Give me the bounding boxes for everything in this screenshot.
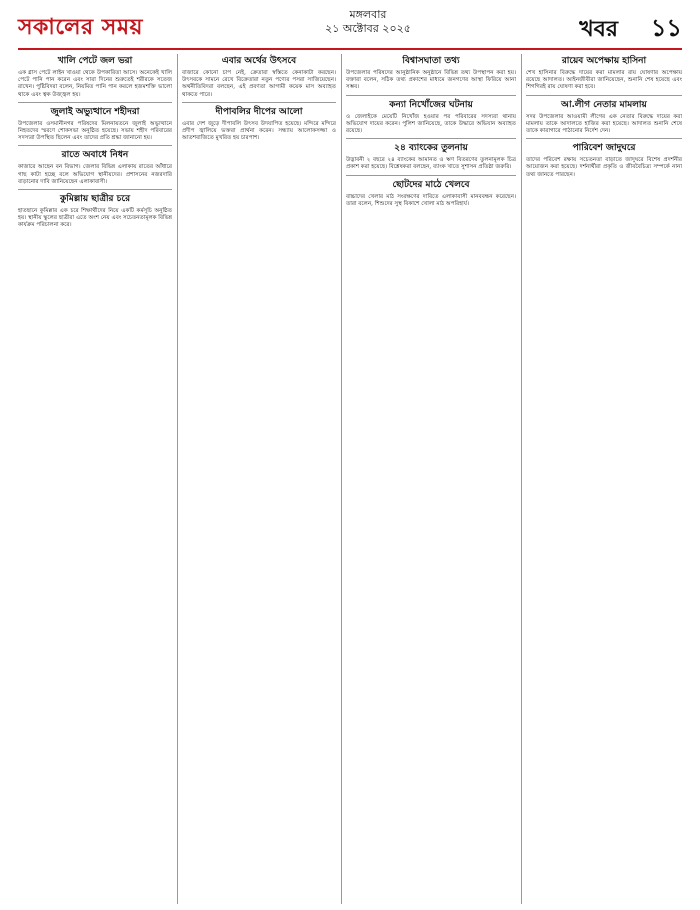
- column-1: [18, 54, 172, 904]
- page-number: ১১: [650, 14, 682, 42]
- article-body: উপজেলার ওসমানীনগর পরিষদের মিলনায়তনে জুলাই অভ্যুত্থানে নিহতদের স্মরণে শোকসভা অনুষ্ঠিত হয়েছে। সভায় শহীদ পরিবারের সদস্যরা উপস্থিত ছিলেন এবং তাদের প্রতি শ্রদ্ধা জানানো হয়।: [18, 120, 172, 142]
- headline: রায়েব অপেক্ষায় হাসিনা: [561, 56, 647, 66]
- headline: জুলাই অভ্যুত্থানে শহীদরা: [50, 106, 140, 117]
- article-body: সদর উপজেলার আওয়ামী লীগের এক নেতার বিরুদ্ধে দায়ের করা মামলায় তাকে আদালতে হাজির করা হয়েছে। আদালত শুনানি শেষে তাকে কারাগারে পাঠানোর নির্দেশ দেন।: [526, 113, 682, 135]
- article-body: ও জেলাইকে মেয়েটি নিখোঁজ হওয়ার পর পরিবারের সদস্যরা থানায় অভিযোগ দায়ের করেন। পুলিশ জানিয়েছে, তাকে উদ্ধারে অভিযান অব্যাহত রয়েছে।: [346, 113, 516, 135]
- section-title: খবর: [579, 17, 618, 42]
- masthead: [18, 6, 682, 50]
- article-body: এবার দেশ জুড়ে দীপাবলি উৎসব উদযাপিত হয়েছে। মন্দিরে মন্দিরে প্রদীপ জ্বালিয়ে ভক্তরা প্রার্থনা করেন। সন্ধ্যায় আলোকসজ্জা ও আতশবাজিতে মুখরিত হয় চারপাশ।: [182, 120, 336, 142]
- column-divider: [521, 54, 522, 904]
- column-4: [526, 54, 682, 904]
- article-body: বাজারে কোনো চাপ নেই, ক্রেতারা স্বস্তিতে কেনাকাটা করছেন। উৎসবকে সামনে রেখে বিক্রেতারা নতুন পণ্যের পসরা সাজিয়েছেন। অর্থনীতিবিদরা বলছেন, এই প্রবণতা আগামী কয়েক মাস অব্যাহত থাকতে পারে।: [182, 70, 336, 98]
- column-divider: [177, 54, 178, 904]
- article-body: উদ্ভাবনী ২ বছরে ২৪ ব্যাংকের আমানত ও ঋণ বিতরণের তুলনামূলক চিত্র প্রকাশ করা হয়েছে। বিশ্লেষকরা বলছেন, ব্যাংক খাতে সুশাসন প্রতিষ্ঠা জরুরি।: [346, 157, 516, 171]
- headline: ছোটদের মাঠে খেলবে: [392, 179, 470, 190]
- headline: কুমিল্লায় ছাত্রীর চরে: [59, 194, 131, 205]
- column-2: [182, 54, 336, 904]
- masthead-rule: [18, 48, 682, 50]
- headline: আ.লীগ নেতার মামলায়: [561, 99, 647, 110]
- article-body: শেখ হাসিনার বিরুদ্ধে দায়ের করা মামলার রায় ঘোষণার অপেক্ষায় রয়েছে আদালত। আইনজীবীরা জানিয়েছেন, শুনানি শেষ হয়েছে এবং শিগগিরই রায় ঘোষণা করা হবে।: [526, 70, 682, 91]
- headline: বিশ্বাসঘাতা তথ্য: [402, 56, 460, 66]
- headline: রাতে অবাধে নিধন: [61, 150, 129, 161]
- article-body: কাজারে আছেন বন বিভাগ। জেলার বিভিন্ন এলাকায় রাতের আঁধারে গাছ কাটা হচ্ছে বলে অভিযোগ স্থানীয়দের। প্রশাসনের নজরদারি বাড়ানোর দাবি জানিয়েছেন এলাকাবাসী।: [18, 164, 172, 185]
- headline: পারিবেশ জাদুঘরে: [572, 143, 636, 154]
- weekday: মঙ্গলবার: [349, 8, 387, 21]
- article-body: হাতছানে কুমিল্লার এক চরে শিক্ষার্থীদের নিয়ে একটি কর্মসূচি অনুষ্ঠিত হয়। স্থানীয় স্কুলের ছাত্রীরা এতে অংশ নেয় এবং সচেতনতামূলক বিভিন্ন কার্যক্রম পরিচালনা করে।: [18, 208, 172, 229]
- date-block: [288, 8, 448, 36]
- article-body: উপজেলার পরিষদের আনুষ্ঠানিক অনুষ্ঠানে বিভিন্ন তথ্য উপস্থাপন করা হয়। বক্তারা বলেন, সঠিক তথ্য প্রকাশের মাধ্যমে জনগণের আস্থা ফিরিয়ে আনা সম্ভব।: [346, 70, 516, 91]
- headline: দীপাবলির দীপের আলো: [215, 106, 303, 117]
- article-body: তাদের পরিবেশ রক্ষায় সচেতনতা বাড়াতে জাদুঘরে বিশেষ প্রদর্শনীর আয়োজন করা হয়েছে। দর্শনার্থীরা প্রকৃতি ও জীববৈচিত্র্য সম্পর্কে নানা তথ্য জানতে পারছেন।: [526, 157, 682, 178]
- column-divider: [341, 54, 342, 904]
- headline: খালি পেটে জল ভরা: [57, 56, 133, 66]
- headline: এবার অর্থের উৎসবে: [221, 56, 297, 66]
- column-3: [346, 54, 516, 904]
- article-body: এক গ্লাস পেটে লাইন খাওয়া থেকে উপকারিতা আসে। অনেকেই খালি পেটে পানি পান করেন এবং সারা দিনের শুরুতেই শরীরকে সতেজ রাখেন। পুষ্টিবিদরা বলেন, নিয়মিত পানি পান করলে হজমশক্তি ভালো থাকে এবং ত্বক উজ্জ্বল হয়।: [18, 70, 172, 98]
- brand-logo: সকালের সময়: [18, 15, 144, 40]
- headline: কন্যা নিখোঁজের ঘটনায়: [389, 99, 473, 110]
- date: ২১ অক্টোবর ২০২৫: [325, 22, 411, 35]
- headline: ২৪ ব্যাংকের তুলনায়: [394, 143, 468, 154]
- article-body: বাচ্চাদের খেলার মাঠ সংরক্ষণের দাবিতে এলাকাবাসী মানববন্ধন করেছেন। তারা বলেন, শিশুদের সুস্থ বিকাশে খোলা মাঠ অপরিহার্য।: [346, 193, 516, 207]
